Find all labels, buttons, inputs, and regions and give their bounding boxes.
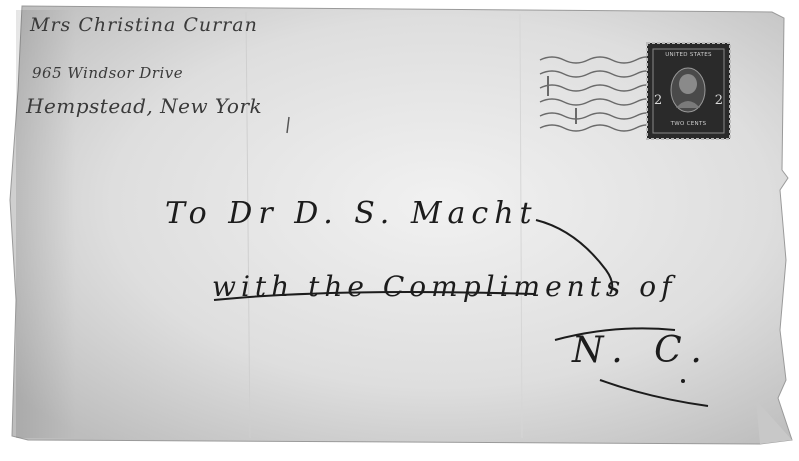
inscription-to: To Dr D. S. Macht [165,196,538,231]
stamp-denomination-left: 2 [654,93,663,108]
return-name: Mrs Christina Curran [30,14,258,36]
return-street: 965 Windsor Drive [32,64,184,82]
stamp-denomination-right: 2 [714,93,723,108]
stamp-text-area [647,43,730,139]
inscription-compliments: with the Compliments of [212,270,677,303]
dot-mark [681,379,685,383]
stamp-top-text: UNITED STATES [665,52,712,58]
inscription-initials: N. C. [572,330,712,371]
stamp-bottom-text: TWO CENTS [670,121,707,127]
return-city: Hempstead, New York [26,94,263,118]
